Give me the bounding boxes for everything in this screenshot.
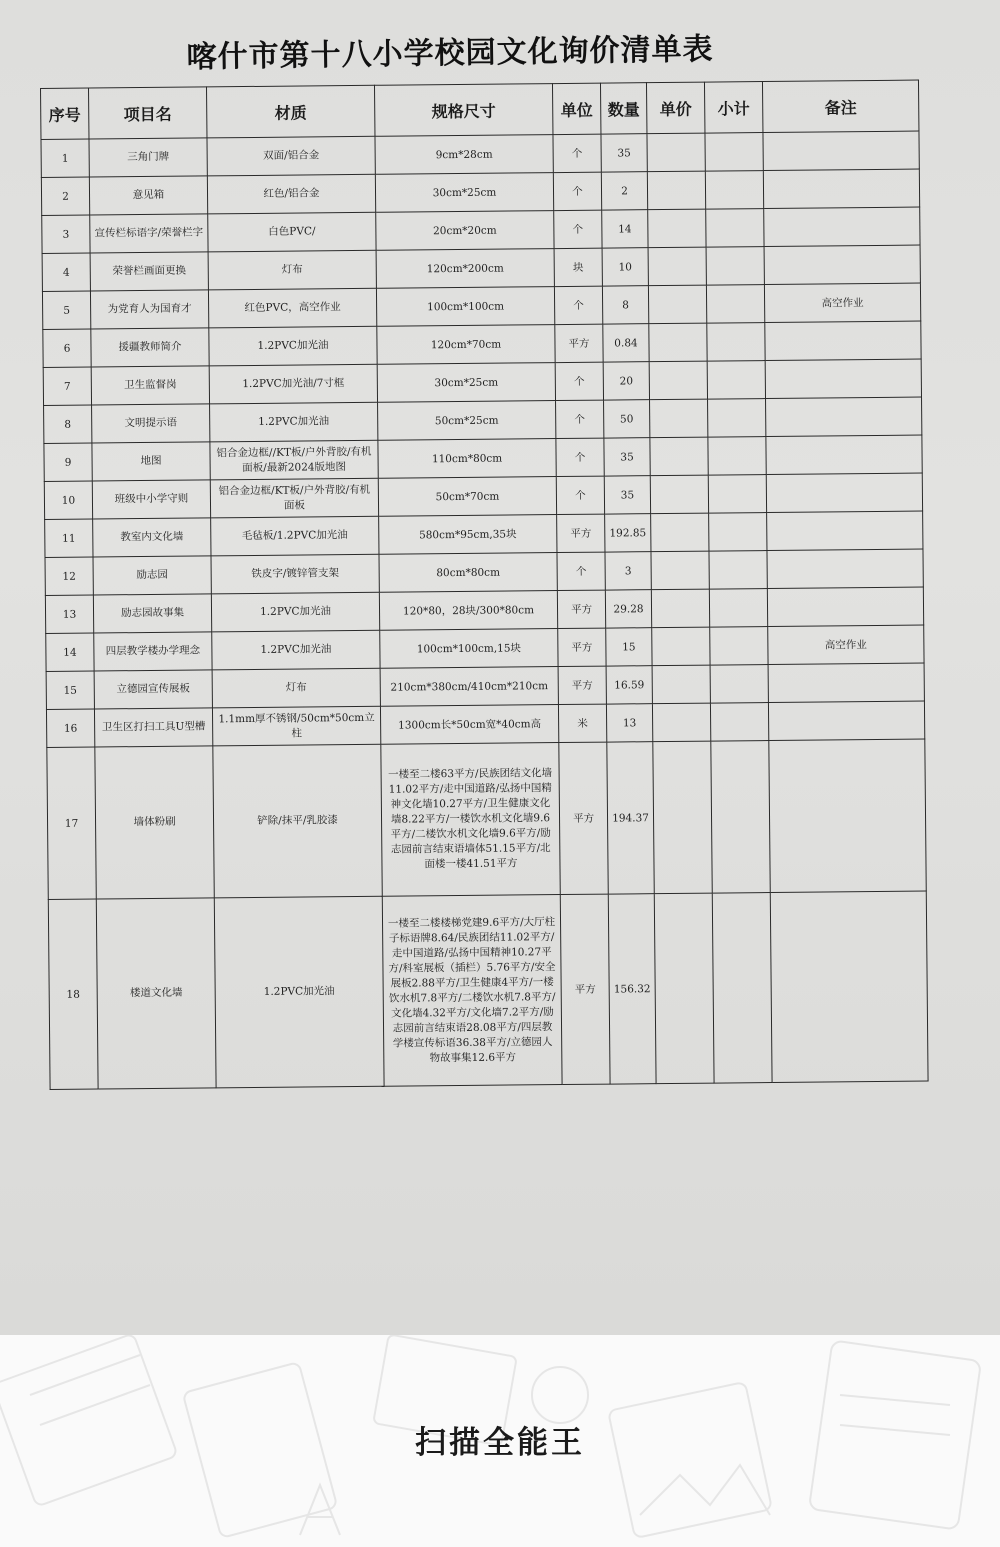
cell-unit: 个	[555, 362, 603, 400]
cell-quantity: 13	[606, 704, 652, 742]
cell-item-name: 荣誉栏画面更换	[90, 252, 208, 291]
cell-index: 1	[41, 139, 89, 177]
cell-remark	[764, 207, 920, 246]
cell-spec: 9cm*28cm	[375, 135, 553, 175]
cell-unit: 个	[556, 438, 604, 476]
cell-unit-price	[653, 741, 712, 894]
cell-item-name: 班级中小学守则	[92, 480, 210, 519]
cell-item-name: 立德园宣传展板	[94, 670, 212, 709]
header-item-name: 项目名	[89, 87, 207, 139]
cell-unit-price	[648, 209, 706, 248]
cell-remark	[765, 359, 921, 398]
cell-remark	[763, 131, 919, 170]
cell-spec: 120cm*200cm	[376, 249, 554, 289]
price-inquiry-table	[40, 80, 929, 1090]
cell-item-name: 援疆教师简介	[91, 328, 209, 367]
cell-spec: 30cm*25cm	[375, 173, 553, 213]
cell-subtotal	[709, 513, 767, 552]
cell-index: 17	[47, 747, 96, 899]
cell-unit: 平方	[557, 514, 605, 552]
cell-spec: 120cm*70cm	[377, 325, 555, 365]
cell-material: 红色PVC，高空作业	[208, 288, 376, 328]
cell-item-name: 宣传栏标语字/荣誉栏字	[90, 214, 208, 253]
cell-unit: 个	[553, 172, 601, 210]
cell-material: 双面/铝合金	[207, 136, 375, 176]
cell-quantity: 50	[604, 400, 650, 438]
cell-material: 红色/铝合金	[207, 174, 375, 214]
header-spec: 规格尺寸	[374, 84, 552, 137]
cell-unit-price	[649, 361, 707, 400]
cell-material: 铝合金边框//KT板/户外背胶/有机面板/最新2024版地图	[210, 440, 378, 480]
cell-item-name: 三角门牌	[89, 138, 207, 177]
cell-item-name: 楼道文化墙	[96, 898, 216, 1089]
table-row	[48, 891, 928, 1089]
cell-quantity: 35	[604, 476, 650, 514]
cell-spec: 50cm*25cm	[378, 401, 556, 441]
cell-unit: 个	[554, 210, 602, 248]
cell-unit-price	[647, 171, 705, 210]
cell-material: 1.2PVC加光油	[209, 326, 377, 366]
cell-remark	[768, 701, 924, 740]
cell-subtotal	[705, 171, 763, 210]
cell-quantity: 8	[602, 286, 648, 324]
cell-index: 9	[44, 443, 92, 481]
cell-subtotal	[709, 551, 767, 590]
cell-subtotal	[710, 627, 768, 666]
cell-remark	[769, 739, 926, 892]
cell-quantity: 3	[605, 552, 651, 590]
cell-unit-price	[651, 551, 709, 590]
header-material: 材质	[206, 85, 374, 138]
document-title: 喀什市第十八小学校园文化询价清单表	[186, 31, 714, 76]
cell-unit: 平方	[557, 590, 605, 628]
cell-material: 灯布	[212, 668, 380, 708]
cell-subtotal	[707, 361, 765, 400]
cell-material: 白色PVC/	[208, 212, 376, 252]
cell-spec: 50cm*70cm	[378, 477, 556, 517]
cell-quantity: 15	[606, 628, 652, 666]
cell-unit-price	[651, 589, 709, 628]
header-quantity: 数量	[600, 83, 646, 134]
cell-item-name: 卫生区打扫工具U型槽	[94, 708, 212, 747]
cell-unit: 平方	[558, 666, 606, 704]
cell-unit-price	[651, 513, 709, 552]
cell-item-name: 意见箱	[89, 176, 207, 215]
cell-index: 18	[48, 899, 98, 1089]
cell-item-name: 为党育人为国育才	[90, 290, 208, 329]
cell-unit-price	[652, 703, 710, 742]
cell-subtotal	[710, 703, 768, 742]
cell-subtotal	[706, 285, 764, 324]
cell-quantity: 16.59	[606, 666, 652, 704]
header-remark: 备注	[762, 80, 918, 132]
price-inquiry-sheet	[40, 80, 928, 1090]
cell-spec: 100cm*100cm,15块	[380, 629, 558, 669]
cell-unit-price	[654, 893, 714, 1084]
app-footer	[0, 1335, 1000, 1547]
cell-unit-price	[652, 665, 710, 704]
table-header-row	[41, 80, 919, 139]
cell-quantity: 14	[602, 210, 648, 248]
cell-subtotal	[710, 665, 768, 704]
cell-spec: 20cm*20cm	[376, 211, 554, 251]
cell-spec: 一楼至二楼63平方/民族团结文化墙11.02平方/走中国道路/弘扬中国精神文化墙10.27平方/卫生健康文化墙8.22平方/一楼饮水机文化墙9.6平方/二楼饮水机文化墙9.6平方/励志园前言结束语墙体51.15平方/北面楼一楼41.51平方	[381, 743, 560, 897]
cell-subtotal	[706, 247, 764, 286]
cell-remark	[767, 587, 923, 626]
cell-subtotal	[705, 133, 763, 172]
cell-subtotal	[708, 437, 766, 476]
cell-unit: 个	[553, 134, 601, 172]
cell-item-name: 墙体粉刷	[95, 746, 214, 899]
cell-unit: 个	[554, 286, 602, 324]
cell-index: 2	[41, 177, 89, 215]
cell-unit: 平方	[558, 628, 606, 666]
cell-item-name: 励志园故事集	[93, 594, 211, 633]
cell-spec: 1300cm长*50cm宽*40cm高	[380, 705, 558, 745]
cell-unit-price	[650, 437, 708, 476]
cell-quantity: 35	[604, 438, 650, 476]
cell-material: 1.2PVC加光油	[211, 592, 379, 632]
cell-quantity: 35	[601, 134, 647, 172]
cell-item-name: 励志园	[93, 556, 211, 595]
cell-unit-price	[648, 247, 706, 286]
cell-index: 6	[43, 329, 91, 367]
cell-quantity: 192.85	[605, 514, 651, 552]
cell-index: 7	[43, 367, 91, 405]
cell-subtotal	[707, 323, 765, 362]
cell-index: 8	[44, 405, 92, 443]
cell-quantity: 0.84	[603, 324, 649, 362]
cell-material: 1.2PVC加光油	[214, 896, 384, 1088]
cell-spec: 110cm*80cm	[378, 439, 556, 479]
cell-remark	[768, 663, 924, 702]
cell-remark: 高空作业	[764, 283, 920, 322]
cell-remark	[767, 511, 923, 550]
cell-remark	[766, 435, 922, 474]
cell-index: 11	[45, 519, 93, 557]
cell-remark	[767, 549, 923, 588]
cell-unit-price	[649, 323, 707, 362]
cell-index: 14	[46, 633, 94, 671]
cell-remark	[764, 245, 920, 284]
cell-subtotal	[708, 475, 766, 514]
cell-subtotal	[706, 209, 764, 248]
cell-quantity: 29.28	[605, 590, 651, 628]
header-index: 序号	[41, 88, 89, 139]
cell-unit: 平方	[559, 742, 608, 894]
cell-subtotal	[711, 741, 770, 894]
cell-quantity: 2	[601, 172, 647, 210]
cell-remark	[766, 473, 922, 512]
cell-remark	[766, 397, 922, 436]
cell-subtotal	[708, 399, 766, 438]
cell-quantity: 156.32	[608, 894, 656, 1084]
header-unit-price: 单价	[646, 82, 704, 134]
cell-spec: 100cm*100cm	[376, 287, 554, 327]
cell-unit: 个	[556, 400, 604, 438]
table-row	[47, 739, 926, 899]
cell-item-name: 文明提示语	[92, 404, 210, 443]
cell-unit-price	[652, 627, 710, 666]
cell-index: 15	[46, 671, 94, 709]
cell-material: 1.2PVC加光油/7寸框	[209, 364, 377, 404]
cell-material: 铲除/抹平/乳胶漆	[213, 744, 382, 898]
cell-index: 16	[46, 709, 94, 747]
cell-remark	[765, 321, 921, 360]
cell-quantity: 20	[603, 362, 649, 400]
cell-spec: 一楼至二楼楼梯党建9.6平方/大厅柱子标语牌8.64/民族团结11.02平方/走中国道路/弘扬中国精神10.27平方/科室展板（插栏）5.76平方/安全展板2.88平方/卫生健康4平方/一楼饮水机7.8平方/二楼饮水机7.8平方/文化墙4.32平方/文化墙7.2平方/励志园前言结束语28.08平方/四层教学楼宣传标语36.38平方/立德园人物故事集12.6平方	[382, 895, 562, 1087]
cell-item-name: 四层教学楼办学理念	[94, 632, 212, 671]
cell-index: 13	[45, 595, 93, 633]
cell-unit-price	[650, 475, 708, 514]
cell-unit: 平方	[560, 894, 610, 1084]
cell-index: 4	[42, 253, 90, 291]
cell-material: 1.2PVC加光油	[210, 402, 378, 442]
cell-quantity: 10	[602, 248, 648, 286]
cell-spec: 580cm*95cm,35块	[379, 515, 557, 555]
cell-material: 毛毡板/1.2PVC加光油	[211, 516, 379, 556]
cell-item-name: 教室内文化墙	[93, 518, 211, 557]
cell-spec: 210cm*380cm/410cm*210cm	[380, 667, 558, 707]
cell-material: 铁皮字/镀锌管支架	[211, 554, 379, 594]
cell-unit: 个	[557, 552, 605, 590]
cell-quantity: 194.37	[607, 742, 654, 894]
scanner-app-brand: 扫描全能王	[415, 1425, 585, 1461]
header-unit: 单位	[552, 83, 600, 134]
cell-material: 1.2PVC加光油	[212, 630, 380, 670]
cell-spec: 30cm*25cm	[377, 363, 555, 403]
cell-unit: 个	[556, 476, 604, 514]
cell-unit-price	[648, 285, 706, 324]
cell-subtotal	[709, 589, 767, 628]
cell-unit: 块	[554, 248, 602, 286]
cell-remark: 高空作业	[768, 625, 924, 664]
cell-subtotal	[712, 893, 772, 1084]
cell-material: 铝合金边框/KT板/户外背胶/有机面板	[210, 478, 378, 518]
header-subtotal: 小计	[704, 82, 762, 134]
cell-spec: 80cm*80cm	[379, 553, 557, 593]
cell-index: 5	[42, 291, 90, 329]
cell-unit-price	[647, 133, 705, 172]
cell-unit: 平方	[555, 324, 603, 362]
cell-remark	[770, 891, 928, 1082]
cell-item-name: 卫生监督岗	[91, 366, 209, 405]
cell-index: 3	[42, 215, 90, 253]
cell-remark	[763, 169, 919, 208]
cell-item-name: 地图	[92, 442, 210, 481]
cell-index: 10	[44, 481, 92, 519]
cell-material: 灯布	[208, 250, 376, 290]
cell-index: 12	[45, 557, 93, 595]
cell-unit-price	[650, 399, 708, 438]
cell-material: 1.1mm厚不锈钢/50cm*50cm立柱	[212, 706, 380, 746]
cell-spec: 120*80，28块/300*80cm	[379, 591, 557, 631]
cell-unit: 米	[558, 704, 606, 742]
